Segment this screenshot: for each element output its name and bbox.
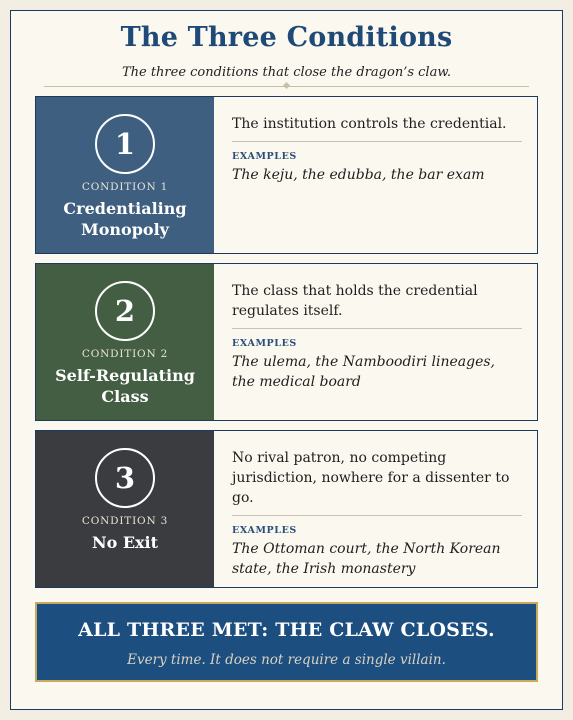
condition-3-name bbox=[36, 532, 214, 553]
condition-2-examples-label: EXAMPLES bbox=[232, 338, 297, 349]
condition-card-3 bbox=[35, 430, 538, 588]
condition-2-panel bbox=[36, 264, 214, 420]
condition-1-label: CONDITION 1 bbox=[81, 181, 169, 193]
condition-3-divider bbox=[232, 515, 522, 516]
condition-1-statement: The institution controls the credential. bbox=[232, 116, 507, 132]
condition-1-name bbox=[36, 198, 214, 240]
page-subtitle: The three conditions that close the dragon’s claw. bbox=[121, 65, 452, 80]
condition-1-number: 1 bbox=[95, 114, 155, 174]
condition-1-divider bbox=[232, 141, 522, 142]
condition-1-name-line1: Credentialing bbox=[63, 199, 187, 218]
condition-3-statement: No rival patron, no competing jurisdiction, nowhere for a dissenter to go. bbox=[232, 450, 510, 506]
condition-2-name bbox=[36, 365, 214, 407]
condition-2-number: 2 bbox=[95, 281, 155, 341]
condition-2-examples: The ulema, the Namboodiri lineages, the medical board bbox=[232, 354, 496, 390]
condition-3-examples-label: EXAMPLES bbox=[232, 525, 297, 536]
condition-3-name-line1: No Exit bbox=[91, 533, 159, 552]
condition-2-label: CONDITION 2 bbox=[81, 348, 169, 360]
condition-2-divider bbox=[232, 328, 522, 329]
page-title: The Three Conditions bbox=[120, 22, 453, 53]
condition-card-2 bbox=[35, 263, 538, 421]
condition-3-panel bbox=[36, 431, 214, 587]
condition-1-name-line2: Monopoly bbox=[81, 220, 169, 239]
condition-2-details bbox=[232, 264, 522, 420]
conclusion-banner bbox=[35, 602, 538, 682]
condition-2-name-line2: Class bbox=[101, 387, 149, 406]
condition-2-statement: The class that holds the credential regulates itself. bbox=[232, 283, 478, 319]
condition-1-examples: The keju, the edubba, the bar exam bbox=[232, 167, 485, 183]
banner-headline: ALL THREE MET: THE CLAW CLOSES. bbox=[78, 619, 495, 641]
condition-3-examples: The Ottoman court, the North Korean state, the Irish monastery bbox=[232, 541, 501, 577]
condition-1-details bbox=[232, 97, 522, 253]
condition-3-label: CONDITION 3 bbox=[81, 515, 169, 527]
condition-2-name-line1: Self-Regulating bbox=[55, 366, 195, 385]
condition-3-details bbox=[232, 431, 522, 587]
banner-subline: Every time. It does not require a single villain. bbox=[127, 652, 446, 668]
condition-card-1 bbox=[35, 96, 538, 254]
condition-3-number: 3 bbox=[95, 448, 155, 508]
condition-1-panel bbox=[36, 97, 214, 253]
condition-1-examples-label: EXAMPLES bbox=[232, 151, 297, 162]
